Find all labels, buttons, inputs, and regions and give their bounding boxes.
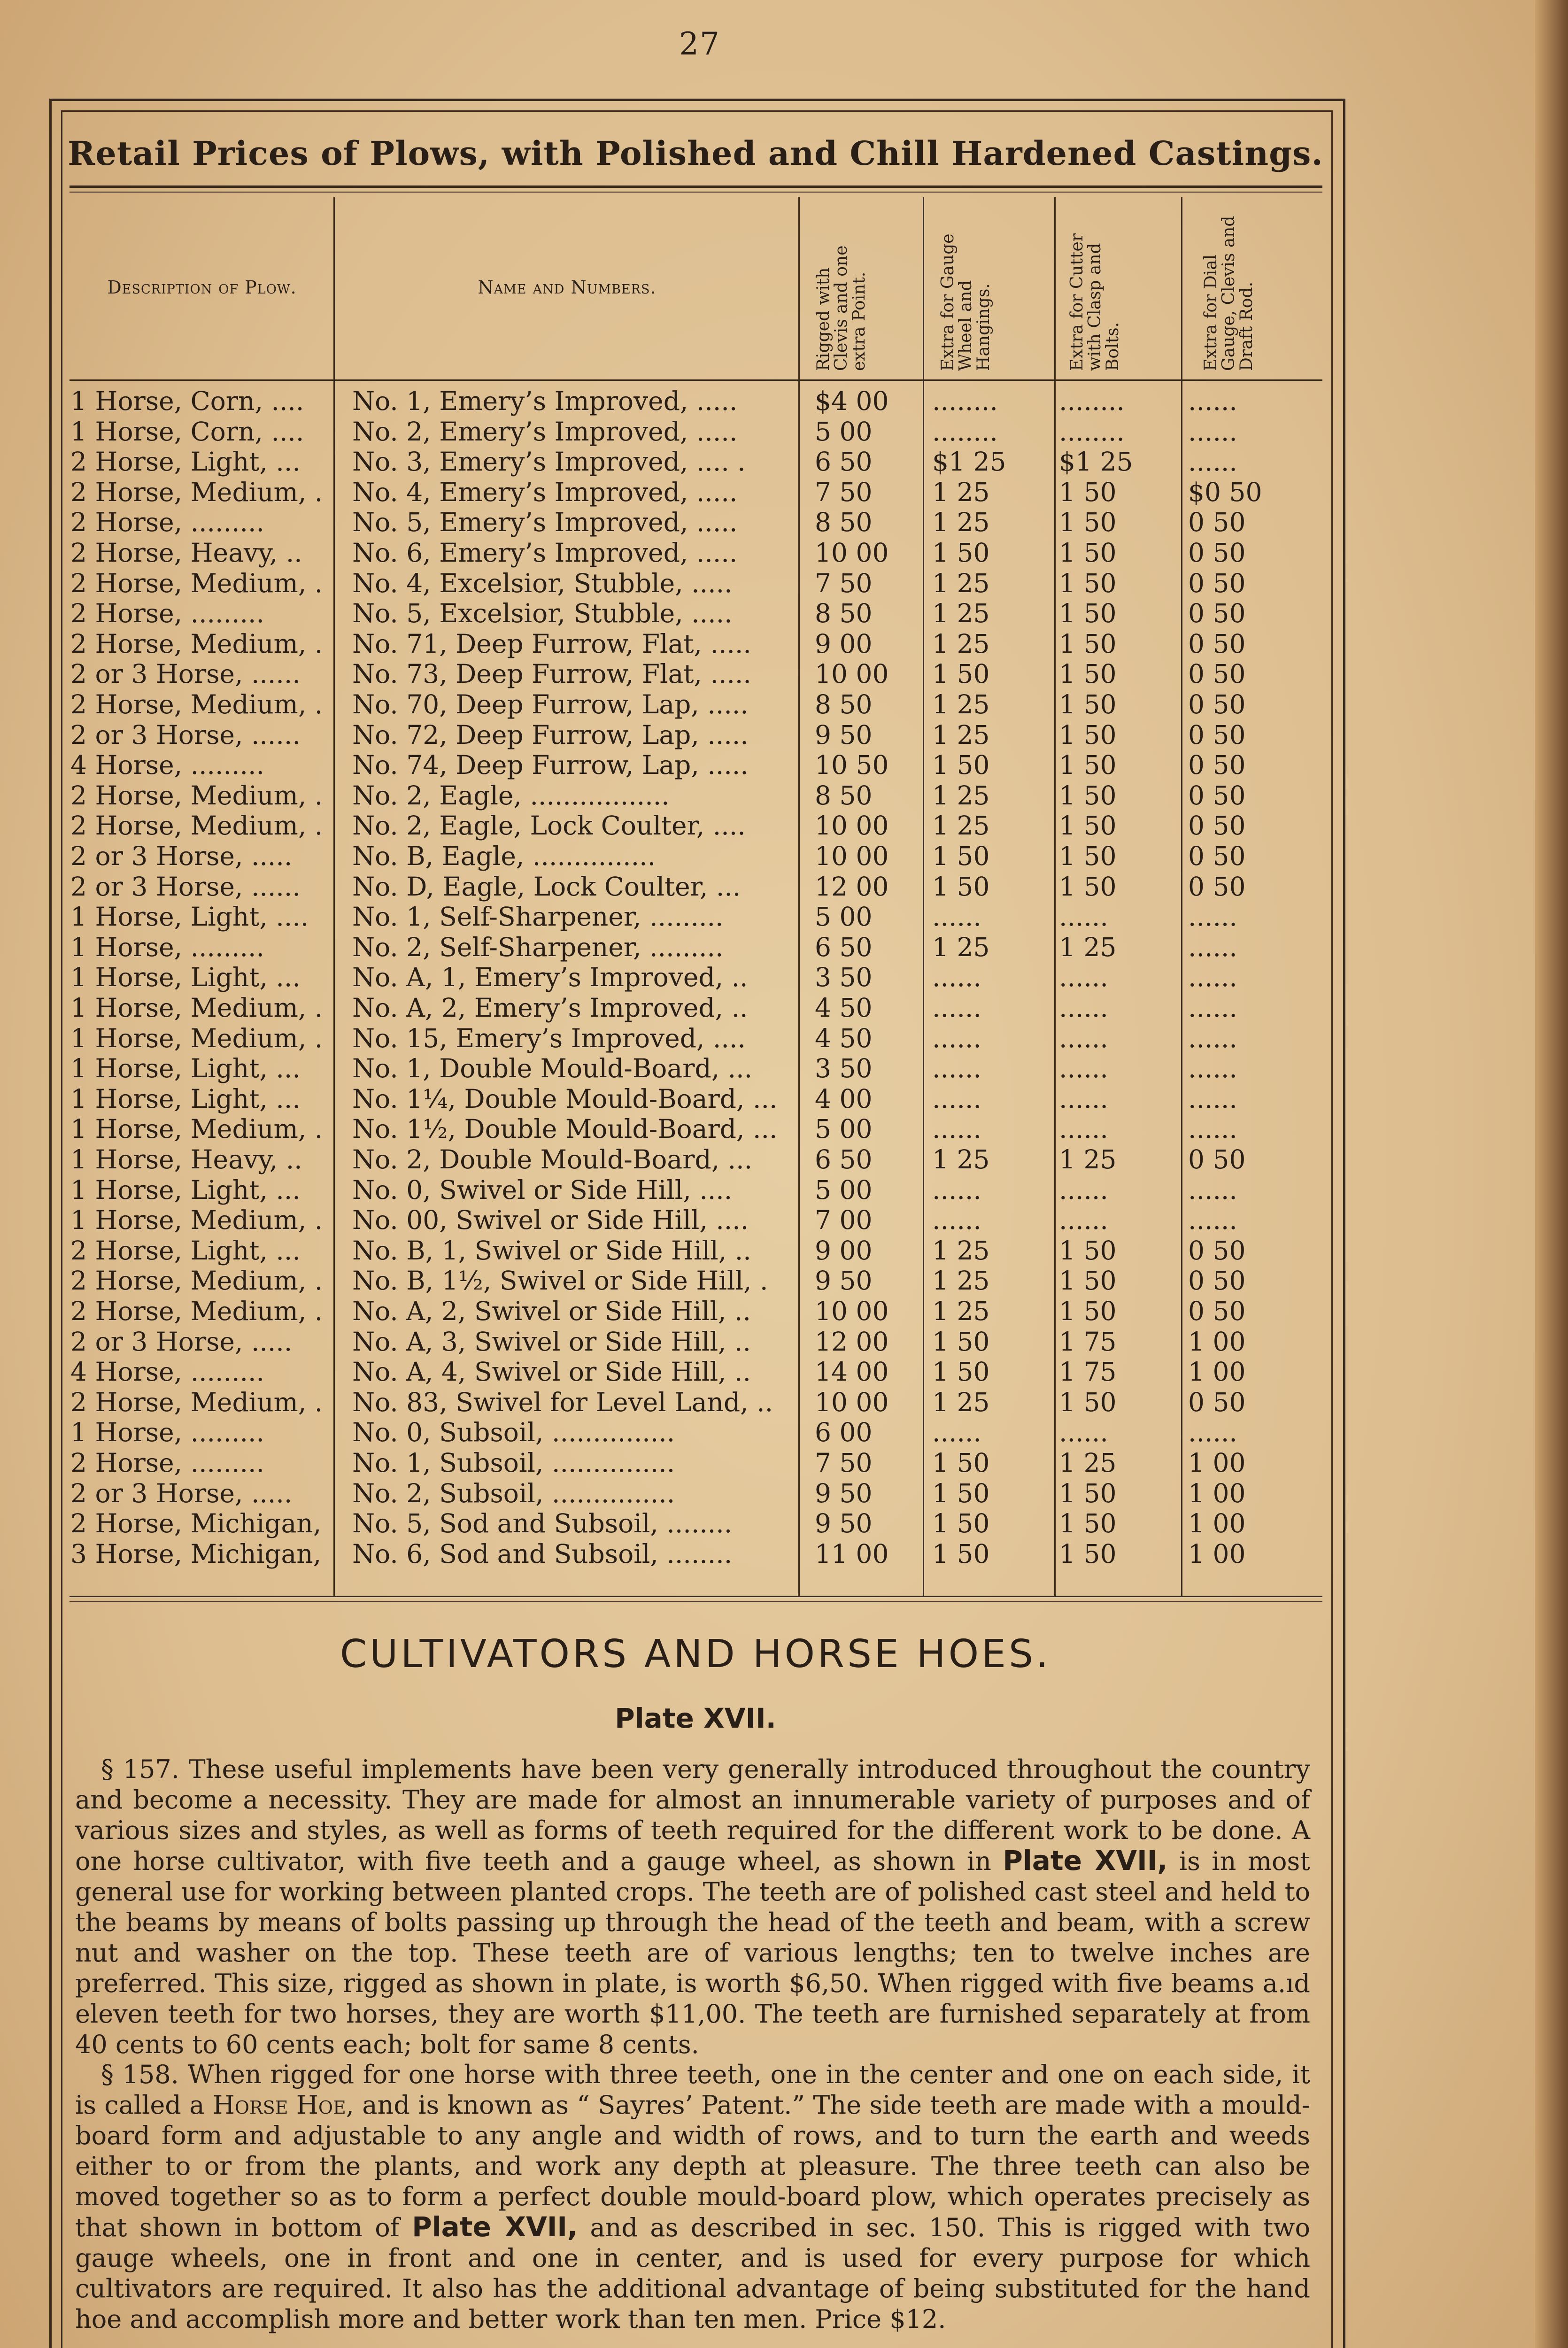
cell-cutter: 1 50 bbox=[1059, 871, 1117, 902]
cell-price: 8 50 bbox=[815, 598, 873, 629]
cell-price: 7 50 bbox=[815, 477, 873, 507]
cell-cutter: ...... bbox=[1059, 1205, 1108, 1236]
cell-name: No. 2, Subsoil, ............... bbox=[352, 1478, 675, 1508]
cell-gauge: 1 25 bbox=[932, 1296, 990, 1326]
section-title: CULTIVATORS AND HORSE HOES. bbox=[340, 1632, 1051, 1676]
cell-name: No. 3, Emery’s Improved, .... . bbox=[352, 447, 746, 477]
cell-name: No. 74, Deep Furrow, Lap, ..... bbox=[352, 750, 749, 780]
cell-dial: 1 00 bbox=[1188, 1448, 1246, 1478]
table-row bbox=[0, 1114, 1362, 1144]
cell-dial: 1 00 bbox=[1188, 1357, 1246, 1387]
cell-cutter: 1 50 bbox=[1059, 1235, 1117, 1266]
cell-dial: 0 50 bbox=[1188, 659, 1246, 689]
cell-desc: 1 Horse, Light, .... bbox=[70, 902, 309, 932]
cell-name: No. 72, Deep Furrow, Lap, ..... bbox=[352, 719, 749, 750]
cell-dial: 0 50 bbox=[1188, 538, 1246, 568]
cell-price: 6 50 bbox=[815, 1144, 873, 1174]
cell-price: 5 00 bbox=[815, 416, 873, 447]
cell-gauge: ...... bbox=[932, 1114, 981, 1144]
cell-dial: ...... bbox=[1188, 386, 1237, 416]
cell-price: 10 00 bbox=[815, 1387, 889, 1417]
table-row bbox=[0, 1327, 1362, 1357]
cell-gauge: $1 25 bbox=[932, 447, 1006, 477]
table-bottom-rule-2 bbox=[70, 1601, 1322, 1602]
cell-gauge: ...... bbox=[932, 962, 981, 993]
paragraph-158-text-a: § 158. When rigged for one horse with three teeth, one in the center and one on each side, it is called a bbox=[75, 2060, 1310, 2120]
cell-gauge: ...... bbox=[932, 902, 981, 932]
plate-title: Plate XVII. bbox=[615, 1702, 776, 1734]
cell-price: 11 00 bbox=[815, 1538, 889, 1569]
cell-gauge: 1 25 bbox=[932, 1235, 990, 1266]
cell-price: 6 50 bbox=[815, 932, 873, 962]
table-row bbox=[0, 538, 1362, 568]
cell-price: 10 00 bbox=[815, 538, 889, 568]
cell-dial: 0 50 bbox=[1188, 780, 1246, 811]
cell-cutter: 1 50 bbox=[1059, 628, 1117, 659]
table-row bbox=[0, 659, 1362, 689]
cell-dial: 0 50 bbox=[1188, 1387, 1246, 1417]
cell-dial: ...... bbox=[1188, 1417, 1237, 1448]
header-gauge: Extra for Gauge Wheel and Hangings. bbox=[938, 233, 993, 371]
cell-gauge: 1 50 bbox=[932, 750, 990, 780]
cell-dial: ...... bbox=[1188, 932, 1237, 962]
cell-dial: ...... bbox=[1188, 902, 1237, 932]
cell-cutter: 1 50 bbox=[1059, 1266, 1117, 1296]
cell-name: No. 2, Self-Sharpener, ......... bbox=[352, 932, 724, 962]
cell-name: No. 0, Swivel or Side Hill, .... bbox=[352, 1174, 733, 1205]
cell-desc: 2 Horse, Medium, . bbox=[70, 1266, 323, 1296]
cell-price: 4 50 bbox=[815, 993, 873, 1023]
cell-dial: 0 50 bbox=[1188, 1296, 1246, 1326]
cell-name: No. 71, Deep Furrow, Flat, ..... bbox=[352, 628, 751, 659]
cell-desc: 2 Horse, ......... bbox=[70, 507, 264, 538]
table-row bbox=[0, 1478, 1362, 1509]
table-row bbox=[0, 750, 1362, 780]
cell-price: 10 50 bbox=[815, 750, 889, 780]
cell-name: No. B, 1, Swivel or Side Hill, .. bbox=[352, 1235, 751, 1266]
cell-gauge: 1 50 bbox=[932, 1357, 990, 1387]
cell-desc: 2 Horse, Medium, . bbox=[70, 1387, 323, 1417]
title-rule-top bbox=[70, 185, 1322, 188]
cell-dial: ...... bbox=[1188, 962, 1237, 993]
cell-name: No. 4, Excelsior, Stubble, ..... bbox=[352, 568, 733, 598]
cell-price: 5 00 bbox=[815, 1114, 873, 1144]
table-row bbox=[0, 1144, 1362, 1175]
cell-desc: 1 Horse, ......... bbox=[70, 932, 264, 962]
cell-cutter: ...... bbox=[1059, 1053, 1108, 1084]
table-row bbox=[0, 780, 1362, 811]
table-row bbox=[0, 477, 1362, 508]
cell-desc: 1 Horse, Light, ... bbox=[70, 1053, 301, 1084]
cell-dial: ...... bbox=[1188, 1174, 1237, 1205]
cell-dial: ...... bbox=[1188, 1083, 1237, 1114]
cell-dial: ...... bbox=[1188, 447, 1237, 477]
table-row bbox=[0, 629, 1362, 659]
table-row bbox=[0, 447, 1362, 477]
cell-gauge: 1 25 bbox=[932, 598, 990, 629]
cell-gauge: 1 50 bbox=[932, 1448, 990, 1478]
cell-gauge: ...... bbox=[932, 1053, 981, 1084]
cell-name: No. 6, Emery’s Improved, ..... bbox=[352, 538, 738, 568]
cell-gauge: ...... bbox=[932, 1205, 981, 1236]
table-row bbox=[0, 872, 1362, 902]
cell-price: 14 00 bbox=[815, 1357, 889, 1387]
title-rule-bottom bbox=[70, 192, 1322, 193]
cell-dial: 0 50 bbox=[1188, 871, 1246, 902]
cell-desc: 2 or 3 Horse, ...... bbox=[70, 719, 301, 750]
cell-dial: 0 50 bbox=[1188, 598, 1246, 629]
cell-price: 5 00 bbox=[815, 902, 873, 932]
cell-dial: 0 50 bbox=[1188, 689, 1246, 719]
cell-dial: 0 50 bbox=[1188, 1144, 1246, 1174]
cell-name: No. A, 4, Swivel or Side Hill, .. bbox=[352, 1357, 751, 1387]
table-row bbox=[0, 568, 1362, 599]
cell-cutter: ...... bbox=[1059, 1114, 1108, 1144]
cell-gauge: 1 25 bbox=[932, 689, 990, 719]
cell-cutter: ...... bbox=[1059, 902, 1108, 932]
cell-cutter: 1 75 bbox=[1059, 1326, 1117, 1357]
cell-name: No. 2, Emery’s Improved, ..... bbox=[352, 416, 738, 447]
cell-gauge: ...... bbox=[932, 1083, 981, 1114]
cell-dial: 0 50 bbox=[1188, 841, 1246, 871]
cell-name: No. 1, Double Mould-Board, ... bbox=[352, 1053, 753, 1084]
cell-cutter: 1 50 bbox=[1059, 1296, 1117, 1326]
cell-gauge: 1 25 bbox=[932, 719, 990, 750]
cell-price: 9 00 bbox=[815, 1235, 873, 1266]
cell-dial: 1 00 bbox=[1188, 1326, 1246, 1357]
cell-price: 9 50 bbox=[815, 719, 873, 750]
cell-price: 9 50 bbox=[815, 1478, 873, 1508]
cell-cutter: 1 25 bbox=[1059, 1144, 1117, 1174]
cell-price: 9 50 bbox=[815, 1508, 873, 1539]
cell-cutter: ........ bbox=[1059, 386, 1125, 416]
cell-gauge: ...... bbox=[932, 1174, 981, 1205]
cell-gauge: 1 25 bbox=[932, 1266, 990, 1296]
cell-name: No. B, 1½, Swivel or Side Hill, . bbox=[352, 1266, 768, 1296]
cell-desc: 2 Horse, ......... bbox=[70, 1448, 264, 1478]
cell-name: No. 2, Double Mould-Board, ... bbox=[352, 1144, 753, 1174]
cell-dial: ...... bbox=[1188, 416, 1237, 447]
table-row bbox=[0, 720, 1362, 750]
plate-reference: Plate XVII, bbox=[1003, 1845, 1168, 1877]
page-number: 27 bbox=[679, 26, 720, 62]
table-row bbox=[0, 993, 1362, 1023]
table-row bbox=[0, 598, 1362, 629]
cell-dial: ...... bbox=[1188, 1023, 1237, 1053]
cell-dial: 0 50 bbox=[1188, 568, 1246, 598]
cell-dial: 0 50 bbox=[1188, 628, 1246, 659]
cell-dial: 0 50 bbox=[1188, 1266, 1246, 1296]
table-row bbox=[0, 841, 1362, 872]
cell-name: No. 5, Emery’s Improved, ..... bbox=[352, 507, 738, 538]
cell-cutter: 1 50 bbox=[1059, 719, 1117, 750]
cell-gauge: 1 25 bbox=[932, 1387, 990, 1417]
cell-cutter: 1 50 bbox=[1059, 1387, 1117, 1417]
cell-desc: 2 Horse, Medium, . bbox=[70, 477, 323, 507]
cell-gauge: ........ bbox=[932, 416, 998, 447]
cell-name: No. 2, Eagle, Lock Coulter, .... bbox=[352, 811, 746, 841]
cell-name: No. A, 1, Emery’s Improved, .. bbox=[352, 962, 748, 993]
table-row bbox=[0, 1205, 1362, 1236]
cell-desc: 2 Horse, Medium, . bbox=[70, 780, 323, 811]
cell-gauge: 1 50 bbox=[932, 659, 990, 689]
cell-dial: ...... bbox=[1188, 1114, 1237, 1144]
cell-name: No. 0, Subsoil, ............... bbox=[352, 1417, 675, 1448]
cell-desc: 2 Horse, ......... bbox=[70, 598, 264, 629]
cell-price: 8 50 bbox=[815, 689, 873, 719]
header-cutter: Extra for Cutter with Clasp and Bolts. bbox=[1067, 233, 1122, 371]
cell-desc: 1 Horse, ......... bbox=[70, 1417, 264, 1448]
table-row bbox=[0, 1236, 1362, 1266]
header-rule bbox=[70, 379, 1322, 381]
cell-gauge: 1 50 bbox=[932, 1508, 990, 1539]
cell-dial: 0 50 bbox=[1188, 750, 1246, 780]
cell-gauge: 1 50 bbox=[932, 1538, 990, 1569]
table-bottom-rule bbox=[70, 1596, 1322, 1597]
cell-price: 9 00 bbox=[815, 628, 873, 659]
cell-price: 6 50 bbox=[815, 447, 873, 477]
table-row bbox=[0, 1448, 1362, 1478]
table-row bbox=[0, 1417, 1362, 1448]
cell-desc: 1 Horse, Corn, .... bbox=[70, 386, 304, 416]
cell-price: 12 00 bbox=[815, 871, 889, 902]
cell-gauge: ........ bbox=[932, 386, 998, 416]
table-row bbox=[0, 1508, 1362, 1539]
cell-name: No. A, 2, Swivel or Side Hill, .. bbox=[352, 1296, 751, 1326]
cell-name: No. 1, Self-Sharpener, ......... bbox=[352, 902, 724, 932]
cell-name: No. 6, Sod and Subsoil, ........ bbox=[352, 1538, 733, 1569]
cell-price: 5 00 bbox=[815, 1174, 873, 1205]
cell-gauge: 1 25 bbox=[932, 811, 990, 841]
cell-gauge: 1 50 bbox=[932, 841, 990, 871]
cell-price: 10 00 bbox=[815, 841, 889, 871]
cell-gauge: ...... bbox=[932, 993, 981, 1023]
cell-cutter: 1 50 bbox=[1059, 689, 1117, 719]
cell-cutter: 1 75 bbox=[1059, 1357, 1117, 1387]
paragraph-157 bbox=[75, 1754, 1310, 2060]
cell-dial: ...... bbox=[1188, 1053, 1237, 1084]
cell-name: No. 73, Deep Furrow, Flat, ..... bbox=[352, 659, 751, 689]
cell-dial: 0 50 bbox=[1188, 811, 1246, 841]
cell-gauge: 1 25 bbox=[932, 507, 990, 538]
cell-cutter: ........ bbox=[1059, 416, 1125, 447]
page-edge-shadow bbox=[1535, 0, 1568, 2348]
plate-reference: Plate XVII, bbox=[412, 2211, 578, 2243]
table-row bbox=[0, 1296, 1362, 1327]
cell-desc: 2 Horse, Light, ... bbox=[70, 447, 301, 477]
cell-desc: 1 Horse, Medium, . bbox=[70, 1114, 323, 1144]
table-row bbox=[0, 689, 1362, 720]
cell-name: No. 00, Swivel or Side Hill, .... bbox=[352, 1205, 749, 1236]
table-row bbox=[0, 1387, 1362, 1418]
cell-gauge: ...... bbox=[932, 1023, 981, 1053]
cell-dial: 0 50 bbox=[1188, 1235, 1246, 1266]
cell-cutter: ...... bbox=[1059, 993, 1108, 1023]
cell-gauge: 1 50 bbox=[932, 871, 990, 902]
table-row bbox=[0, 1023, 1362, 1054]
table-row bbox=[0, 1084, 1362, 1114]
cell-gauge: 1 25 bbox=[932, 477, 990, 507]
cell-desc: 1 Horse, Medium, . bbox=[70, 1205, 323, 1236]
cell-desc: 2 Horse, Light, ... bbox=[70, 1235, 301, 1266]
table-row bbox=[0, 1175, 1362, 1205]
cell-cutter: ...... bbox=[1059, 1174, 1108, 1205]
cell-dial: 1 00 bbox=[1188, 1508, 1246, 1539]
cell-price: 8 50 bbox=[815, 780, 873, 811]
table-row bbox=[0, 932, 1362, 963]
cell-desc: 1 Horse, Light, ... bbox=[70, 1083, 301, 1114]
cell-price: 7 50 bbox=[815, 1448, 873, 1478]
cell-gauge: 1 50 bbox=[932, 1326, 990, 1357]
cell-desc: 2 Horse, Medium, . bbox=[70, 628, 323, 659]
paragraph-157-text-a: § 157. These useful implements have been very generally introduced throughout the country and become a necessity. They are made for almost an innumerable variety of purposes and of various sizes and styles, as well as forms of teeth required for the different work to be done. A one horse cultivator, with five teeth and a gauge wheel, as shown in bbox=[75, 1754, 1310, 1876]
cell-price: 10 00 bbox=[815, 1296, 889, 1326]
cell-dial: 0 50 bbox=[1188, 507, 1246, 538]
cell-price: 10 00 bbox=[815, 659, 889, 689]
cell-dial: ...... bbox=[1188, 1205, 1237, 1236]
cell-gauge: 1 50 bbox=[932, 538, 990, 568]
table-row bbox=[0, 1357, 1362, 1387]
cell-desc: 1 Horse, Medium, . bbox=[70, 993, 323, 1023]
cell-name: No. 5, Excelsior, Stubble, ..... bbox=[352, 598, 733, 629]
cell-cutter: ...... bbox=[1059, 1083, 1108, 1114]
cell-cutter: 1 50 bbox=[1059, 841, 1117, 871]
cell-desc: 2 or 3 Horse, ..... bbox=[70, 841, 293, 871]
cell-gauge: 1 25 bbox=[932, 628, 990, 659]
horse-hoe-term: Horse Hoe, bbox=[212, 2090, 354, 2120]
cell-price: 3 50 bbox=[815, 1053, 873, 1084]
cell-price: 4 00 bbox=[815, 1083, 873, 1114]
table-row bbox=[0, 902, 1362, 932]
cell-cutter: $1 25 bbox=[1059, 447, 1133, 477]
table-row bbox=[0, 507, 1362, 538]
table-row bbox=[0, 1539, 1362, 1569]
cell-name: No. 15, Emery’s Improved, .... bbox=[352, 1023, 746, 1053]
table-row bbox=[0, 1053, 1362, 1084]
cell-cutter: 1 50 bbox=[1059, 780, 1117, 811]
cell-cutter: ...... bbox=[1059, 1417, 1108, 1448]
cell-dial: 1 00 bbox=[1188, 1478, 1246, 1508]
cell-gauge: 1 25 bbox=[932, 568, 990, 598]
cell-cutter: 1 50 bbox=[1059, 1508, 1117, 1539]
cell-price: 9 50 bbox=[815, 1266, 873, 1296]
cell-cutter: 1 50 bbox=[1059, 811, 1117, 841]
cell-cutter: 1 50 bbox=[1059, 477, 1117, 507]
table-row bbox=[0, 417, 1362, 447]
cell-desc: 4 Horse, ......... bbox=[70, 750, 264, 780]
table-row bbox=[0, 386, 1362, 417]
cell-dial: ...... bbox=[1188, 993, 1237, 1023]
cell-desc: 1 Horse, Light, ... bbox=[70, 1174, 301, 1205]
cell-name: No. 1, Emery’s Improved, ..... bbox=[352, 386, 738, 416]
table-row bbox=[0, 811, 1362, 841]
cell-cutter: 1 50 bbox=[1059, 750, 1117, 780]
cell-desc: 2 Horse, Michigan, bbox=[70, 1508, 322, 1539]
cell-price: 6 00 bbox=[815, 1417, 873, 1448]
cell-gauge: ...... bbox=[932, 1417, 981, 1448]
cell-cutter: ...... bbox=[1059, 1023, 1108, 1053]
cell-desc: 1 Horse, Corn, .... bbox=[70, 416, 304, 447]
cell-desc: 1 Horse, Light, ... bbox=[70, 962, 301, 993]
paragraph-157-text-b: is in most general use for working between planted crops. The teeth are of polished cast steel and held to the beams by means of bolts passing up through the head of the teeth and beam, with a screw nut and washer on the top. These teeth are of various lengths; ten to twelve inches are preferred. This size, rigged as shown in plate, is worth $6,50. When rigged with five beams a.ıd eleven teeth for two horses, they are worth $11,00. The teeth are furnished separately at from 40 cents to 60 cents each; bolt for same 8 cents. bbox=[75, 1846, 1310, 2059]
table-row bbox=[0, 1266, 1362, 1296]
paragraph-158-text-b: and is known as “ Sayres’ Patent.” The side teeth are made with a mould-board form and adjustable to any angle and width of rows, and to turn the earth and weeds either to or from the plants, and work any depth at pleasure. The three teeth can also be moved together so as to form a perfect double mould-board plow, which operates precisely as that shown in bottom of bbox=[75, 2090, 1310, 2242]
cell-desc: 2 or 3 Horse, ...... bbox=[70, 659, 301, 689]
header-dial: Extra for Dial Gauge, Clevis and Draft Rod. bbox=[1201, 216, 1256, 371]
cell-name: No. A, 3, Swivel or Side Hill, .. bbox=[352, 1326, 751, 1357]
cell-name: No. 1, Subsoil, ............... bbox=[352, 1448, 675, 1478]
cell-name: No. A, 2, Emery’s Improved, .. bbox=[352, 993, 748, 1023]
cell-dial: $0 50 bbox=[1188, 477, 1262, 507]
cell-price: $4 00 bbox=[815, 386, 889, 416]
cell-desc: 2 or 3 Horse, ..... bbox=[70, 1326, 293, 1357]
cell-gauge: 1 25 bbox=[932, 1144, 990, 1174]
cell-dial: 1 00 bbox=[1188, 1538, 1246, 1569]
cell-name: No. 83, Swivel for Level Land, .. bbox=[352, 1387, 773, 1417]
cell-desc: 4 Horse, ......... bbox=[70, 1357, 264, 1387]
cell-gauge: 1 50 bbox=[932, 1478, 990, 1508]
cell-cutter: ...... bbox=[1059, 962, 1108, 993]
cell-name: No. 70, Deep Furrow, Lap, ..... bbox=[352, 689, 749, 719]
cell-price: 10 00 bbox=[815, 811, 889, 841]
header-price: Rigged with Clevis and one extra Point. bbox=[814, 245, 869, 371]
cell-price: 7 50 bbox=[815, 568, 873, 598]
cell-desc: 2 Horse, Medium, . bbox=[70, 1296, 323, 1326]
cell-dial: 0 50 bbox=[1188, 719, 1246, 750]
cell-price: 7 00 bbox=[815, 1205, 873, 1236]
cell-price: 3 50 bbox=[815, 962, 873, 993]
cell-name: No. 1½, Double Mould-Board, ... bbox=[352, 1114, 778, 1144]
cell-desc: 2 Horse, Medium, . bbox=[70, 811, 323, 841]
cell-cutter: 1 25 bbox=[1059, 932, 1117, 962]
paragraph-158 bbox=[75, 2059, 1310, 2334]
cell-desc: 2 or 3 Horse, ...... bbox=[70, 871, 301, 902]
table-row bbox=[0, 962, 1362, 993]
cell-desc: 1 Horse, Heavy, .. bbox=[70, 1144, 302, 1174]
cell-price: 4 50 bbox=[815, 1023, 873, 1053]
cell-name: No. 2, Eagle, ................. bbox=[352, 780, 670, 811]
cell-name: No. 1¼, Double Mould-Board, ... bbox=[352, 1083, 778, 1114]
cell-desc: 1 Horse, Medium, . bbox=[70, 1023, 323, 1053]
cell-gauge: 1 25 bbox=[932, 780, 990, 811]
cell-cutter: 1 50 bbox=[1059, 1478, 1117, 1508]
header-description: Description of Plow. bbox=[107, 277, 297, 298]
cell-desc: 2 Horse, Heavy, .. bbox=[70, 538, 302, 568]
cell-cutter: 1 50 bbox=[1059, 538, 1117, 568]
cell-cutter: 1 50 bbox=[1059, 568, 1117, 598]
header-name: Name and Numbers. bbox=[478, 277, 657, 298]
cell-name: No. 5, Sod and Subsoil, ........ bbox=[352, 1508, 733, 1539]
paragraph-158-text-c: and as described in sec. 150. This is rigged with two gauge wheels, one in front and one in center, and is used for every purpose for which cultivators are required. It also has the additional advantage of being substituted for the hand hoe and accomplish more and better work than ten men. Price $12. bbox=[75, 2213, 1310, 2334]
cell-name: No. 4, Emery’s Improved, ..... bbox=[352, 477, 738, 507]
cell-desc: 3 Horse, Michigan, bbox=[70, 1538, 322, 1569]
cell-desc: 2 or 3 Horse, ..... bbox=[70, 1478, 293, 1508]
cell-cutter: 1 50 bbox=[1059, 1538, 1117, 1569]
cell-price: 12 00 bbox=[815, 1326, 889, 1357]
cell-gauge: 1 25 bbox=[932, 932, 990, 962]
cell-name: No. B, Eagle, ............... bbox=[352, 841, 656, 871]
cell-cutter: 1 25 bbox=[1059, 1448, 1117, 1478]
cell-desc: 2 Horse, Medium, . bbox=[70, 568, 323, 598]
cell-name: No. D, Eagle, Lock Coulter, ... bbox=[352, 871, 741, 902]
cell-cutter: 1 50 bbox=[1059, 507, 1117, 538]
cell-desc: 2 Horse, Medium, . bbox=[70, 689, 323, 719]
cell-cutter: 1 50 bbox=[1059, 598, 1117, 629]
table-title: Retail Prices of Plows, with Polished and Chill Hardened Castings. bbox=[68, 134, 1323, 173]
cell-price: 8 50 bbox=[815, 507, 873, 538]
cell-cutter: 1 50 bbox=[1059, 659, 1117, 689]
